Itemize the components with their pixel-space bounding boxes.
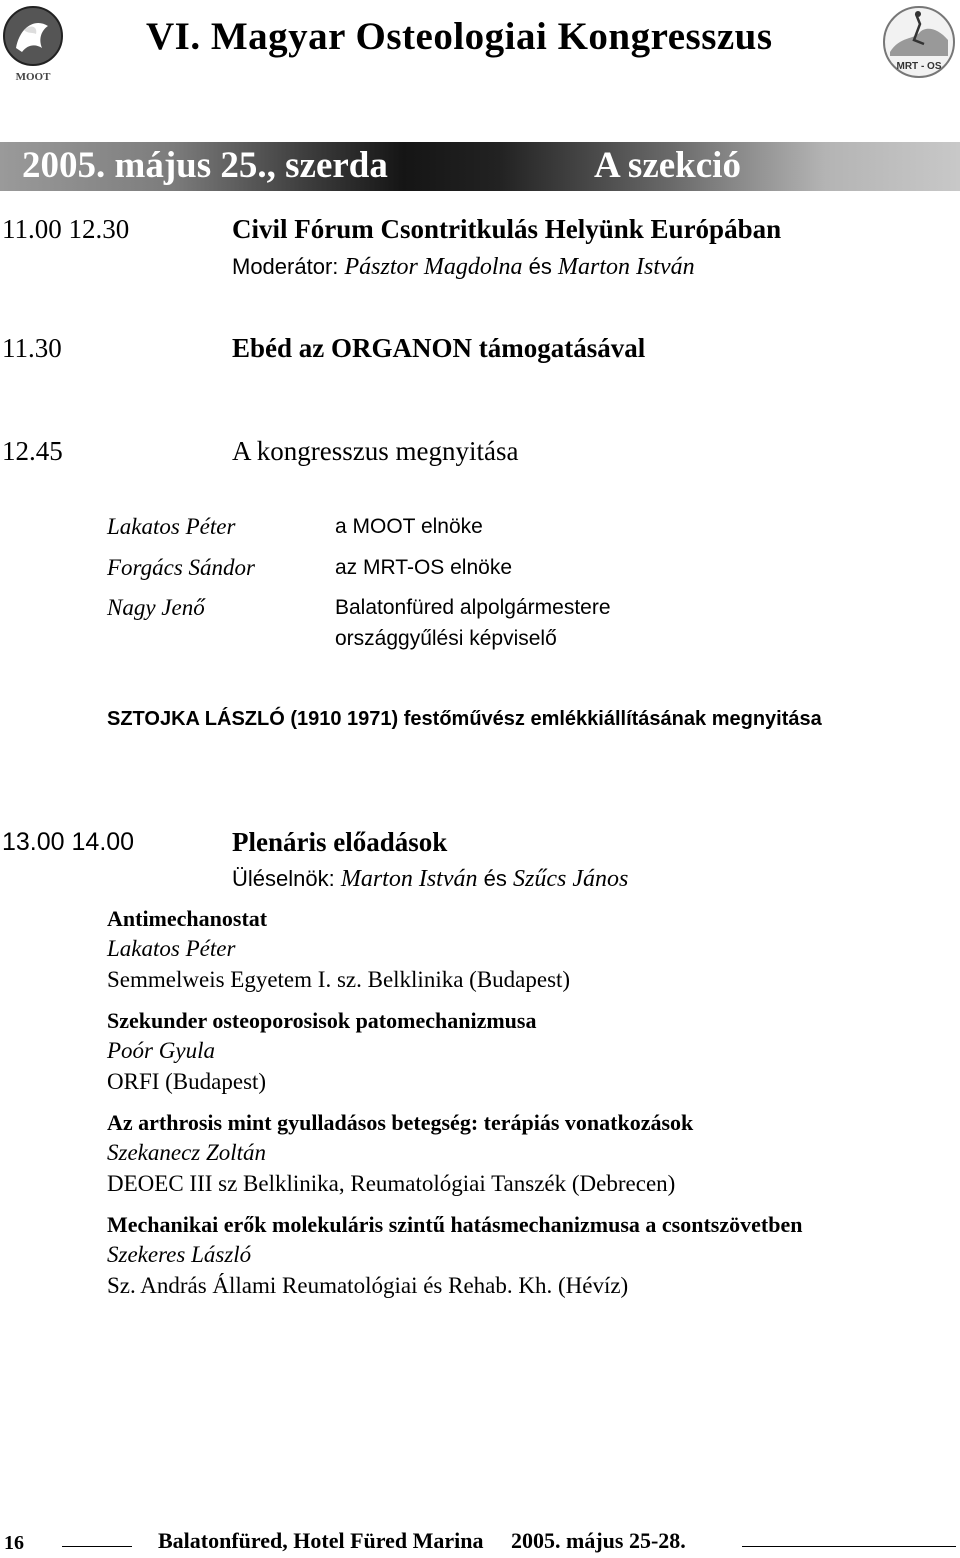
speaker-role: az MRT-OS elnöke: [335, 556, 513, 579]
talk-title: Az arthrosis mint gyulladásos betegség: terápiás vonatkozások: [107, 1110, 694, 1135]
talk-author: Szekanecz Zoltán: [107, 1140, 267, 1165]
lunch-time: 11.30: [2, 333, 62, 363]
mrt-os-logo: [880, 6, 958, 82]
plenary-time: 13.00 14.00: [2, 828, 135, 856]
footer-venue: Balatonfüred, Hotel Füred Marina: [158, 1528, 484, 1553]
talk-title: Antimechanostat: [107, 906, 268, 931]
talk-affiliation: Sz. András Állami Reumatológiai és Rehab. Kh. (Hévíz): [107, 1273, 629, 1298]
speaker-role-secondary: országgyűlési képviselő: [335, 627, 557, 650]
chair-and: és: [483, 866, 507, 891]
talk-title: Mechanikai erők molekuláris szintű hatásmechanizmusa a csontszövetben: [107, 1212, 803, 1237]
speaker-name: Nagy Jenő: [107, 595, 205, 620]
talk-title: Szekunder osteoporosisok patomechanizmusa: [107, 1008, 537, 1033]
moderator-and: és: [528, 254, 552, 279]
talk-author: Szekeres László: [107, 1242, 252, 1267]
exhibition-opening: SZTOJKA LÁSZLÓ (1910 1971) festőművész emlékkiállításának megnyitása: [107, 708, 822, 730]
speaker-name: Forgács Sándor: [107, 555, 256, 580]
speaker-role: a MOOT elnöke: [335, 515, 483, 538]
footer-rule-right: [742, 1546, 956, 1547]
speaker-name: Lakatos Péter: [107, 514, 236, 539]
day-date: 2005. május 25., szerda: [22, 145, 388, 186]
footer-dates: 2005. május 25-28.: [511, 1528, 686, 1553]
civil-forum-time: 11.00 12.30: [2, 214, 130, 244]
opening-title: A kongresszus megnyitása: [232, 436, 519, 466]
moderator-2: Marton István: [558, 254, 695, 280]
talk-affiliation: DEOEC III sz Belklinika, Reumatológiai Tanszék (Debrecen): [107, 1171, 676, 1196]
mrt-os-logo-text: MRT - OS: [896, 61, 942, 72]
moot-logo-text: MOOT: [15, 71, 51, 82]
chair-2: Szűcs János: [513, 866, 629, 892]
civil-forum-title: Civil Fórum Csontritkulás Helyünk Európában: [232, 214, 782, 244]
section-label: A szekció: [594, 145, 741, 186]
talk-affiliation: Semmelweis Egyetem I. sz. Belklinika (Budapest): [107, 967, 571, 992]
speaker-role: Balatonfüred alpolgármestere: [335, 596, 611, 619]
moderator-label: Moderátor:: [232, 254, 339, 279]
lunch-title: Ebéd az ORGANON támogatásával: [232, 333, 646, 363]
talk-author: Lakatos Péter: [107, 936, 236, 961]
chair-label: Üléselnök:: [232, 866, 335, 891]
plenary-title: Plenáris előadások: [232, 827, 448, 857]
opening-time: 12.45: [2, 436, 63, 466]
moderator-1: Pásztor Magdolna: [344, 254, 523, 280]
plenary-chairs: [232, 866, 628, 893]
page-number: 16: [4, 1532, 24, 1554]
chair-1: Marton István: [340, 866, 478, 892]
talk-author: Poór Gyula: [107, 1038, 215, 1063]
footer-rule-left: [62, 1546, 132, 1547]
page-title: VI. Magyar Osteologiai Kongresszus: [146, 15, 773, 58]
civil-forum-moderators: [232, 254, 695, 281]
moot-logo: [2, 4, 64, 82]
footer-venue-dates: [158, 1528, 686, 1554]
talk-affiliation: ORFI (Budapest): [107, 1069, 267, 1094]
